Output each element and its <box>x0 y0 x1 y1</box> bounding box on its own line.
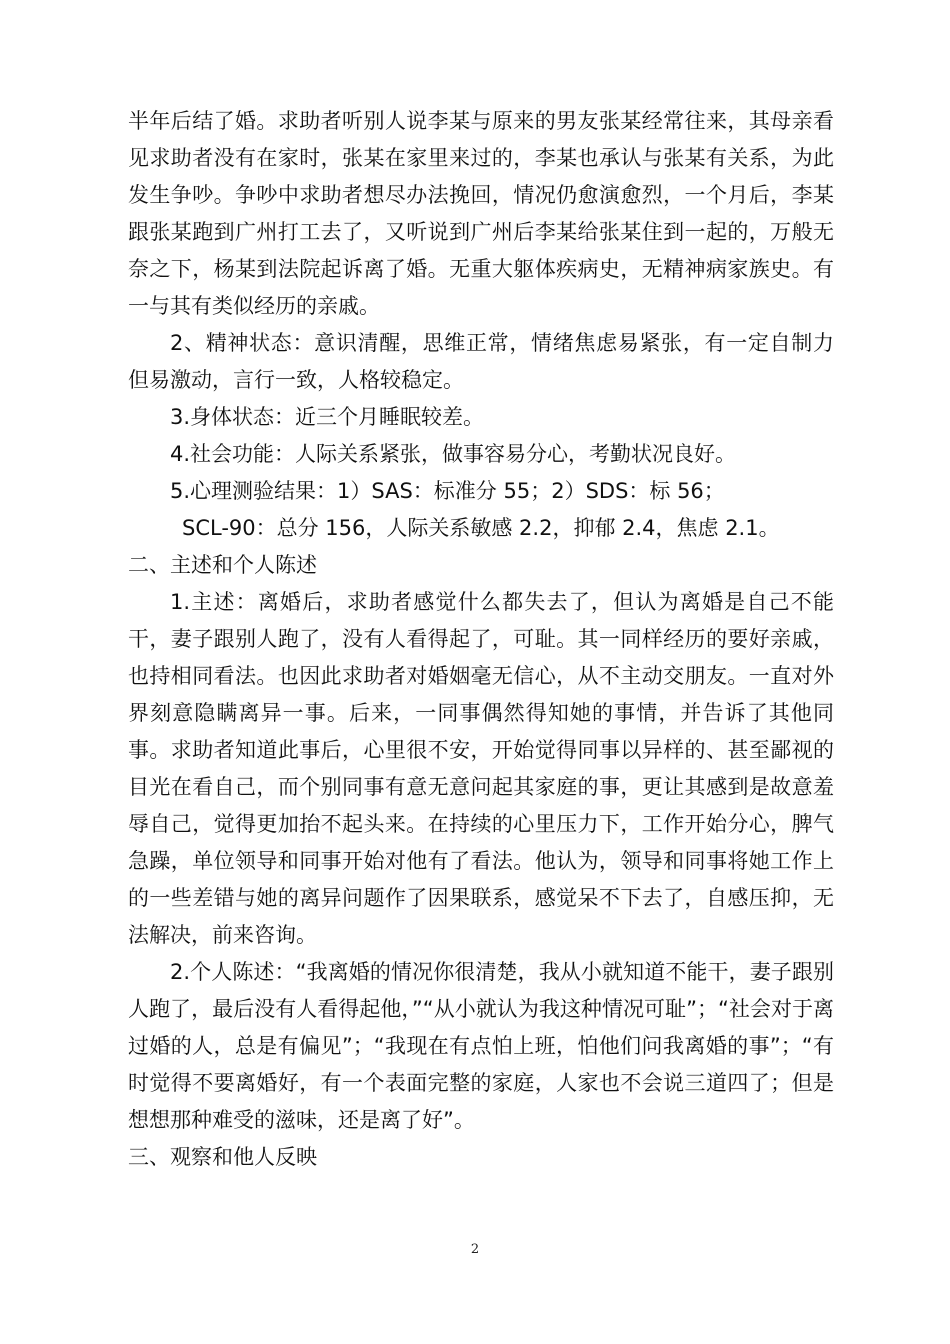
paragraph-main-complaint: 1.主述：离婚后，求助者感觉什么都失去了，但认为离婚是自己不能干，妻子跟别人跑了，没有人看得起了，可耻。其一同样经历的要好亲戚，也持相同看法。也因此求助者对婚姻毫无信心，从不主动交朋友。一直对外界刻意隐瞒离异一事。后来，一同事偶然得知她的事情，并告诉了其他同事。求助者知道此事后，心里很不安，开始觉得同事以异样的、甚至鄙视的目光在看自己，而个别同事有意无意问起其家庭的事，更让其感到是故意羞辱自己，觉得更加抬不起头来。在持续的心里压力下，工作开始分心，脾气急躁，单位领导和同事开始对他有了看法。他认为，领导和同事将她工作上的一些差错与她的离异问题作了因果联系，感觉呆不下去了，自感压抑，无法解决，前来咨询。 <box>128 590 834 947</box>
paragraph-scl90: SCL-90：总分 156，人际关系敏感 2.2，抑郁 2.4，焦虑 2.1。 <box>182 516 780 540</box>
page-number: 2 <box>470 1242 480 1257</box>
paragraph-personal-statement: 2.个人陈述：“我离婚的情况你很清楚，我从小就知道不能干，妻子跟别人跑了，最后没有人看得起他，”“从小就认为我这种情况可耻”；“社会对于离过婚的人，总是有偏见”；“我现在有点怕上班，怕他们问我离婚的事”；“有时觉得不要离婚好，有一个表面完整的家庭，人家也不会说三道四了；但是想想那种难受的滋味，还是离了好”。 <box>128 960 834 1132</box>
document-body <box>128 103 834 1176</box>
section-heading-statements: 二、主述和个人陈述 <box>128 553 317 577</box>
paragraph-physical-state: 3.身体状态：近三个月睡眠较差。 <box>170 405 485 429</box>
paragraph-mental-state: 2、精神状态：意识清醒，思维正常，情绪焦虑易紧张，有一定自制力但易激动，言行一致，人格较稳定。 <box>128 331 834 392</box>
section-heading-observation: 三、观察和他人反映 <box>128 1145 317 1169</box>
paragraph-history-continued: 半年后结了婚。求助者听别人说李某与原来的男友张某经常往来，其母亲看见求助者没有在家时，张某在家里来过的，李某也承认与张某有关系，为此发生争吵。争吵中求助者想尽办法挽回，情况仍愈演愈烈，一个月后，李某跟张某跑到广州打工去了，又听说到广州后李某给张某住到一起的，万般无奈之下，杨某到法院起诉离了婚。无重大躯体疾病史，无精神病家族史。有一与其有类似经历的亲戚。 <box>128 109 834 318</box>
paragraph-test-results: 5.心理测验结果：1）SAS：标准分 55；2）SDS：标 56； <box>170 479 725 503</box>
paragraph-social-function: 4.社会功能：人际关系紧张，做事容易分心，考勤状况良好。 <box>170 442 737 466</box>
